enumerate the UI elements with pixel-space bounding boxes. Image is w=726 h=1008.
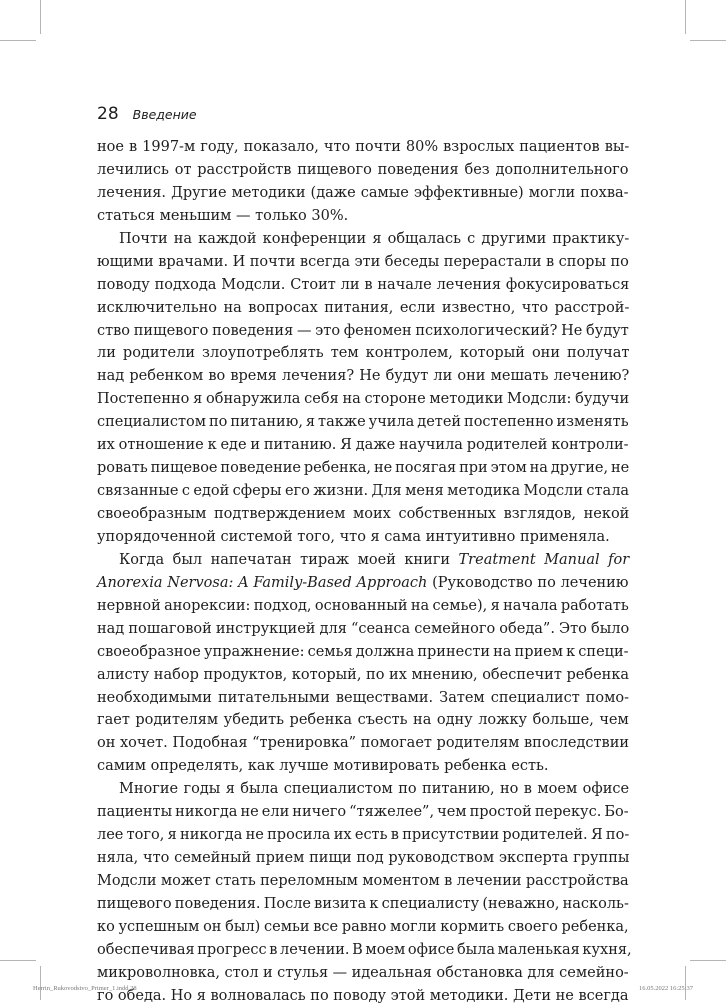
text-segment: ли родители злоупотреблять тем контролем, который они получат [97,345,630,362]
crop-mark-top-left-v [40,0,41,34]
text-segment: Почти на каждой конференции я общалась с другими практику- [119,230,630,247]
text-line [97,595,629,618]
text-segment: (Руководство по лечению [427,574,629,591]
text-segment: ство пищевого поведения — это феномен психологический? Не будут [97,322,629,339]
text-line [97,893,629,916]
text-segment: поводу подхода Модсли. Стоит ли в начале лечения фокусироваться [97,276,630,293]
text-line [97,159,629,182]
text-segment: ное в 1997-м году, показало, что почти 80% взрослых пациентов вы- [97,139,630,155]
text-line [97,388,629,411]
text-line [97,962,629,985]
text-line [97,549,629,572]
text-segment: Когда был напечатан тираж моей книги [119,551,459,568]
text-line [97,664,629,687]
text-segment: исключительно на вопросах питания, если известно, что расстрой- [97,299,630,316]
text-line [97,778,629,801]
running-head: Введение [132,107,197,122]
text-line [97,572,629,595]
footer-timestamp: 16.05.2022 16:25:37 [639,985,693,992]
text-segment: необходимыми питательными веществами. Затем специалист помо- [97,689,630,706]
page-number: 28 [97,104,119,124]
text-line [97,687,629,710]
text-segment: Модсли может стать переломным моментом в лечении расстройства [97,873,629,889]
text-line [97,709,629,732]
text-segment: пациенты никогда не ели ничего “тяжелее”, чем простой перекус. Бо- [97,804,629,821]
text-line [97,641,629,664]
text-line [97,182,629,205]
text-segment: алисту набор продуктов, который, по их мнению, обеспечит ребенка [97,666,630,683]
text-segment: лее того, я никогда не просила их есть в присутствии родителей. Я по- [97,827,630,844]
text-line [97,205,629,228]
text-line [97,824,629,847]
text-segment: над пошаговой инструкцией для “сеанса семейного обеда”. Это было [97,620,630,637]
text-segment: своеобразным подтверждением моих собственных взглядов, некой [97,506,630,522]
text-segment: своеобразное упражнение: семья должна принести на прием к специ- [97,643,629,660]
text-line [97,297,629,320]
text-segment: их отношение к еде и питанию. Я даже научила родителей контроли- [97,437,629,454]
text-segment: Многие годы я была специалистом по питанию, но в моем офисе [119,781,630,798]
text-line [97,274,629,297]
text-segment: статься меньшим — только 30%. [97,207,349,224]
text-segment: лечения. Другие методики (даже самые эффективные) могли похва- [97,184,629,201]
page-header [97,104,197,124]
text-segment: лечились от расстройств пищевого поведения без дополнительного [97,161,629,178]
crop-mark-top-right-h [690,40,726,41]
crop-mark-top-right-v [685,0,686,34]
text-line [97,618,629,641]
text-line [97,251,629,274]
crop-mark-bottom-right-h [690,960,726,961]
footer-filename: Herrin_Rukovodstvo_Primer_1.indd 28 [33,985,137,992]
body-text [97,136,632,1008]
text-segment: над ребенком во время лечения? Не будут ли они мешать лечению? [97,368,630,385]
text-line [97,365,629,388]
text-segment: он хочет. Подобная “тренировка” помогает родителям впоследствии [97,735,630,752]
crop-mark-bottom-left-h [0,960,36,961]
text-line [97,228,629,251]
text-line [97,526,629,549]
text-line [97,801,629,824]
text-segment: пищевого поведения. После визита к специалисту (неважно, насколь- [97,895,629,912]
text-line [97,847,629,870]
text-line [97,457,629,480]
text-line [97,870,629,893]
text-line [97,732,629,755]
text-line [97,434,629,457]
crop-mark-top-left-h [0,40,36,41]
text-line [97,320,629,343]
text-segment: ровать пищевое поведение ребенка, не посягая при этом на другие, не [97,460,630,477]
text-line [97,480,629,503]
text-segment: ко успешным он был) семьи все равно могли кормить своего ребенка, [97,918,629,935]
print-footer [0,985,726,997]
italic-title: Treatment Manual for [458,551,630,568]
text-segment: микроволновка, стол и стулья — идеальная обстановка для семейно- [97,964,629,981]
text-segment: го обеда. Но я волновалась по поводу этой методики. Дети не всегда [97,987,629,1004]
text-segment: няла, что семейный прием пищи под руководством эксперта группы [97,850,630,867]
text-line [97,136,629,159]
text-segment: ющими врачами. И почти всегда эти беседы перерастали в споры по [97,253,629,270]
text-line [97,342,629,365]
text-segment: самим определять, как лучше мотивировать ребенка есть. [97,758,549,775]
text-segment: обеспечивая прогресс в лечении. В моем офисе была маленькая кухня, [97,941,632,958]
text-line [97,411,629,434]
text-segment: Постепенно я обнаружила себя на стороне методики Модсли: будучи [97,391,630,408]
text-line [97,755,629,778]
text-line [97,939,632,962]
text-line [97,916,629,939]
italic-title: Anorexia Nervosa: A Family-Based Approach [97,574,428,591]
text-segment: связанные с едой сферы его жизни. Для меня методика Модсли стала [97,483,630,500]
text-segment: специалистом по питанию, я также учила детей постепенно изменять [97,414,629,431]
text-segment: упорядоченной системой того, что я сама интуитивно применяла. [97,528,610,545]
text-line [97,503,629,526]
text-segment: гает родителям убедить ребенка съесть на одну ложку больше, чем [97,712,629,729]
text-segment: нервной анорексии: подход, основанный на семье), я начала работать [97,597,629,614]
